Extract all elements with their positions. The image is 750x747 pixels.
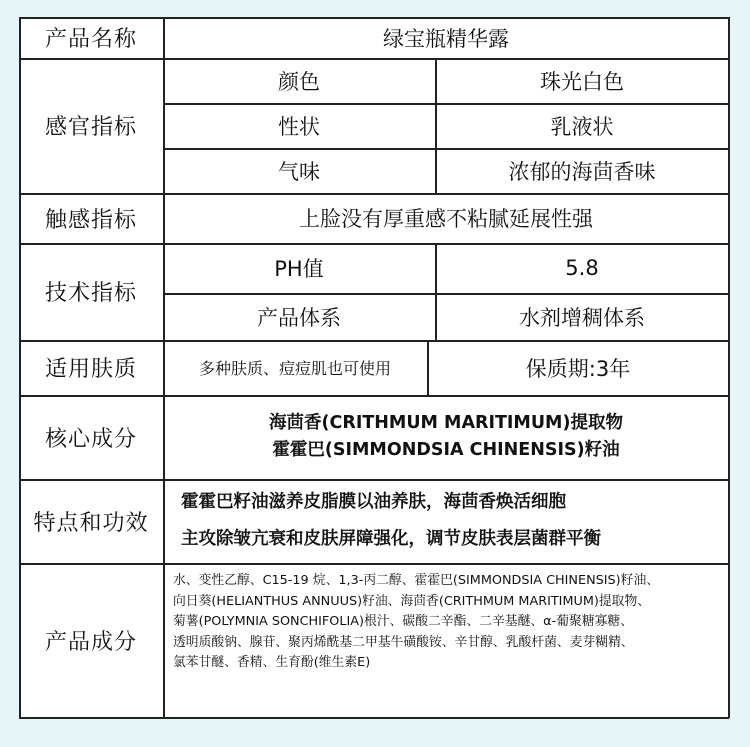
sensory-scent-name: 气味: [278, 159, 320, 184]
product-spec-table: [19, 17, 729, 718]
technical-system-value: 水剂增稠体系: [519, 305, 645, 330]
column-divider: [163, 17, 165, 718]
sensory-scent-value: 浓郁的海茴香味: [508, 159, 656, 184]
ingredients-label: 产品成分: [44, 630, 137, 655]
touch-label: 触感指标: [44, 207, 137, 233]
core-lines: [163, 395, 729, 479]
row-divider: [19, 563, 729, 565]
product-name-value: 绿宝瓶精华露: [383, 26, 509, 51]
row-divider: [19, 479, 729, 481]
shelf-life: 保质期:3年: [525, 356, 631, 381]
column-divider: [435, 243, 437, 340]
row-divider: [163, 103, 729, 105]
row-divider: [163, 293, 729, 295]
touch-value: 上脸没有厚重感不粘腻延展性强: [299, 207, 593, 231]
core-line: 海茴香(CRITHMUM MARITIMUM)提取物: [269, 413, 623, 433]
sensory-texture-name: 性状: [278, 114, 320, 139]
sensory-color-name: 颜色: [278, 69, 320, 94]
row-divider: [19, 243, 729, 245]
ingredients-text: 水、变性乙醇、C15-19 烷、1,3-丙二醇、霍霍巴(SIMMONDSIA CHINENSIS)籽油、 向日葵(HELIANTHUS ANNUUS)籽油、海茴香(CRITHMUM MARITIMUM)提取物、 菊薯(POLYMNIA SONCHIFOLIA)根汁、碳酸二辛酯、二辛基醚、α-葡聚糖寡糖、 透明质酸钠、腺苷、聚丙烯酰基二甲基牛磺酸铵、辛甘醇、乳酸杆菌、麦芽糊精、 氯苯甘醚、香精、生育酚(维生素E): [173, 573, 660, 671]
skin-value: 多种肤质、痘痘肌也可使用: [198, 359, 391, 378]
table-border: [728, 17, 730, 718]
table-border: [19, 17, 729, 19]
technical-system-name: 产品体系: [257, 305, 341, 330]
sensory-color-value: 珠光白色: [540, 69, 624, 94]
technical-label: 技术指标: [44, 281, 137, 306]
feature-line: 主攻除皱亢衰和皮肤屏障强化，调节皮肤表层菌群平衡: [181, 529, 601, 549]
row-divider: [163, 148, 729, 150]
core-label: 核心成分: [44, 426, 137, 452]
features-lines: [163, 479, 729, 563]
skin-label: 适用肤质: [44, 357, 137, 382]
technical-ph-value: 5.8: [565, 256, 599, 280]
column-divider: [435, 58, 437, 193]
row-divider: [19, 193, 729, 195]
sensory-texture-value: 乳液状: [550, 114, 614, 139]
table-border: [19, 717, 729, 719]
row-divider: [19, 340, 729, 342]
product-name-label: 产品名称: [44, 27, 137, 52]
column-divider: [427, 340, 429, 395]
feature-line: 霍霍巴籽油滋养皮脂膜以油养肤，海茴香焕活细胞: [181, 492, 566, 512]
features-label: 特点和功效: [33, 510, 149, 536]
row-divider: [19, 395, 729, 397]
table-border: [19, 17, 21, 718]
sensory-label: 感官指标: [44, 115, 137, 140]
core-line: 霍霍巴(SIMMONDSIA CHINENSIS)籽油: [272, 440, 620, 460]
technical-ph-name: PH值: [274, 257, 324, 281]
row-divider: [19, 58, 729, 60]
